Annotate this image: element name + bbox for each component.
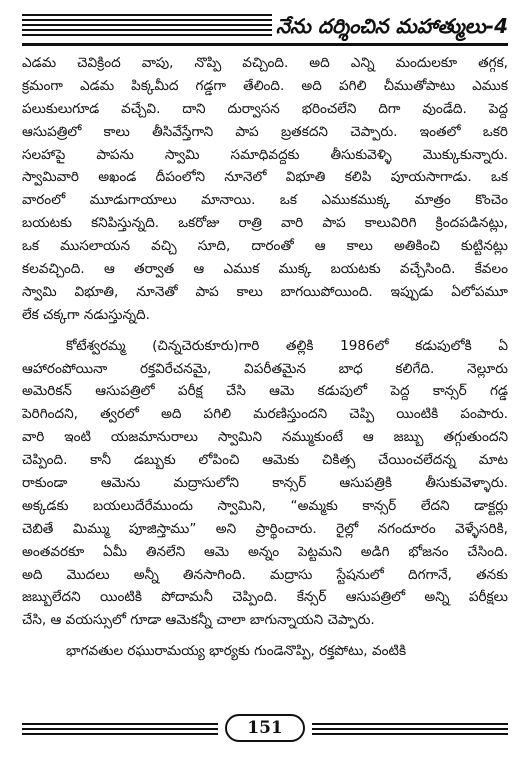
paragraph-gap [22,327,508,335]
text-line: వారంలో మూడుగాయాలు మానాయి. ఒక ఎముకముక్క మాత్రం కొంచెం [22,192,508,209]
text-line: ఆసుపత్రిలో కాలు తీసివేస్తేగాని పాప బ్రతకదని చెప్పారు. ఇంతలో ఒకరి [22,123,508,140]
text-line: ఎడమ చెవిక్రింద వాపు, నొప్పి వచ్చింది. అది ఎన్ని మందులకూ తగ్గక, [22,55,508,71]
text-line: వారి ఇంటి యజమానురాలు స్వామిని నమ్ముకుంటే ఆ జబ్బు తగ్గుతుందని [22,429,508,446]
paragraph [22,52,508,327]
text-line: ఒక ముసలాయన వచ్చి సూది, దారంతో ఆ కాలు అతికించి కుట్టినట్లు [22,238,508,255]
text-line: చెబితే మిమ్ము పూజిస్తాము” అని ప్రార్థించారు. రైల్లో నగందూరం వెళ్ళేసరికి, [22,520,508,537]
text-line: జబ్బులేదని యింటికి పోదామనీ చెప్పింది. కేన్సర్ ఆసుపత్రిలో అన్ని పరీక్షలు [22,589,508,606]
page-number: 151 [225,714,305,742]
running-title: నేను దర్శించిన మహాత్ములు-4 [275,14,508,38]
text-line: బయటకు కనిపిస్తున్నది. ఒకరోజు రాత్రి వారి పాప కాలువిరిగి క్రిందపడినట్లు, [22,215,508,232]
text-line: క్రమంగా ఎడమ పిక్కమీద గడ్డగా తేలింది. అది పగిలి చీముతోపాటు ఎముక [22,77,508,94]
text-line: స్వామివారి అఖండ దీపంలోని నూనెలో విభూతి కలిపి పూయసాగాడు. ఒక [22,169,508,186]
text-line: అక్కడకు బయలుదేరేముందు స్వామిని, “అమ్మకు కాన్సర్ లేదని డాక్టర్లు [22,497,508,514]
text-line: రాకుండా ఆమెను మద్రాసులోని కాన్సర్ ఆసుపత్రికి తీసుకువెళ్ళారు. [22,475,508,492]
text-line: కోటేశ్వరమ్మ (చిన్నచెరుకూరు)గారి తల్లికి 1986లో కడుపులోకి ఏ [66,337,508,354]
text-line: చేసి, ఆ వయస్సులో గూడా ఆమెకన్నీ చాలా బాగున్నాయని చెప్పారు. [22,612,375,629]
running-header [22,10,508,42]
paragraph-gap [22,632,508,640]
text-line: అది మొదలు అన్నీ తినసాగింది. మద్రాసు స్టేషనులో దిగగానే, తనకు [22,566,508,583]
header-underline [22,43,508,46]
text-line: భాగవతుల రఘురామయ్య భార్యకు గుండెనొప్పి, రక్తపోటు, వంటికి [66,643,407,660]
text-line: చెప్పింది. కానీ డబ్బుకు లోపించి ఆమెకు చికిత్స చేయించలేదన్న మాట [22,452,508,469]
page-footer [22,714,508,744]
text-line: ఆహారంపోయినా రక్తవిరేచనమై, విపరీతమైన బాధ కలిగేది. నెల్లూరు [22,360,508,377]
text-line: స్వామి విభూతి, నూనెతో పాప కాలు బాగయిపోయింది. ఇప్పుడు ఏలోపమూ [22,283,508,300]
header-rule-stack [22,14,272,36]
text-line: కలవచ్చింది. ఆ తర్వాత ఆ ఎముక ముక్క బయటకు వచ్చేసింది. కేవలం [22,261,508,278]
text-line: పెరిగిందని, త్వరలో అది పగిలి మరణిస్తుందని చెప్పి యింటికి పంపారు. [22,406,508,423]
body-text [22,52,508,663]
text-line: సలహాపై పాపను స్వామి సమాధివద్దకు తీసుకువెళ్ళి మొక్కుకున్నారు. [22,146,508,163]
text-line: అమెరికన్ ఆసుపత్రిలో పరీక్ష చేసి ఆమె కడుపులో పెద్ద కాన్సర్ గడ్డ [22,383,508,400]
footer-rule-left [22,723,218,735]
text-line: పలుకులుగూడ వచ్చేవి. దాని దుర్వాసన భరించలేని దిగా వుండేది. పెద్ద [22,100,508,117]
paragraph [22,335,508,633]
text-line: లేక చక్కగా నడుస్తున్నది. [22,306,150,323]
text-line: అంతవరకూ ఏమీ తినలేని ఆమె అన్నం పెట్టమని అడిగి భోజనం చేసింది. [22,543,508,560]
paragraph [22,640,508,663]
footer-rule-right [312,723,508,735]
